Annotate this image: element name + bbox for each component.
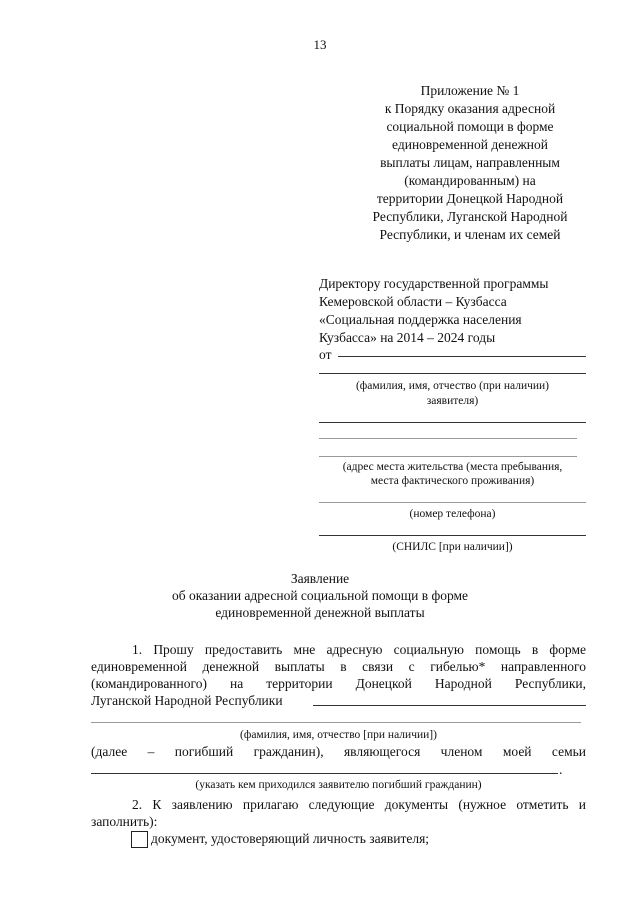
paragraph-2-line: 2. К заявлению прилагаю следующие документы (нужное отметить и xyxy=(132,797,586,812)
caption-relation: (указать кем приходился заявителю погибший гражданин) xyxy=(195,779,482,791)
paragraph-1-line: 1. Прошу предоставить мне адресную социальную помощь в форме xyxy=(132,642,586,657)
caption-applicant-name: (фамилия, имя, отчество (при наличии) xyxy=(355,380,550,392)
paragraph-2-line: заполнить): xyxy=(91,814,158,829)
appendix-line: Приложение № 1 xyxy=(420,83,520,98)
addressee-line: Директору государственной программы xyxy=(319,276,549,291)
caption-address: (адрес места жительства (места пребывания, xyxy=(342,461,563,473)
caption-applicant-name-2: заявителя) xyxy=(426,395,479,407)
appendix-line: социальной помощи в форме xyxy=(386,119,554,134)
applicant-name-field-2[interactable] xyxy=(319,373,586,374)
appendix-line: Республики, Луганской Народной xyxy=(372,209,568,224)
title-line: единовременной денежной выплаты xyxy=(215,605,425,620)
addressee-line: Кемеровской области – Кузбасса xyxy=(319,294,507,309)
from-label: от xyxy=(319,347,332,362)
appendix-line: к Порядку оказания адресной xyxy=(384,101,556,116)
addressee-line: Кузбасса» на 2014 – 2024 годы xyxy=(319,330,496,345)
address-field-1[interactable] xyxy=(319,422,586,423)
address-field-3[interactable] xyxy=(319,456,577,457)
doc-identity-label: документ, удостоверяющий личность заявителя; xyxy=(151,831,430,846)
caption-deceased-name: (фамилия, имя, отчество [при наличии]) xyxy=(240,729,437,741)
deceased-name-field[interactable] xyxy=(313,705,586,706)
paragraph-1-line: Луганской Народной Республики xyxy=(91,693,283,708)
phone-field[interactable] xyxy=(319,502,586,503)
paragraph-1-line: (далее – погибший гражданин), являющегося членом моей семьи xyxy=(91,744,586,759)
addressee-block xyxy=(319,275,548,347)
document-title xyxy=(0,570,640,621)
address-field-2[interactable] xyxy=(319,438,577,439)
deceased-name-field-2[interactable] xyxy=(91,722,581,723)
caption-snils: (СНИЛС [при наличии]) xyxy=(392,541,513,553)
paragraph-1-period: . xyxy=(559,762,563,777)
appendix-line: (командированным) на xyxy=(404,173,536,188)
applicant-name-field[interactable] xyxy=(338,356,586,357)
relation-field[interactable] xyxy=(91,773,558,774)
appendix-line: территории Донецкой Народной xyxy=(376,191,564,206)
addressee-line: «Социальная поддержка населения xyxy=(319,312,522,327)
appendix-block xyxy=(340,82,600,244)
page-number: 13 xyxy=(313,37,327,52)
paragraph-1-line: (командированного) на территории Донецкой Народной Республики, xyxy=(91,676,586,691)
snils-field[interactable] xyxy=(319,535,586,536)
appendix-line: выплаты лицам, направленным xyxy=(380,155,560,170)
caption-phone: (номер телефона) xyxy=(409,508,496,520)
appendix-line: единовременной денежной xyxy=(392,137,548,152)
title-line: об оказании адресной социальной помощи в форме xyxy=(171,588,469,603)
caption-address-2: места фактического проживания) xyxy=(370,475,535,487)
doc-identity-checkbox[interactable] xyxy=(131,831,148,848)
paragraph-1-line: единовременной денежной выплаты в связи с гибелью* направленного xyxy=(91,659,586,674)
appendix-line: Республики, и членам их семей xyxy=(379,227,561,242)
title-line: Заявление xyxy=(290,571,350,586)
